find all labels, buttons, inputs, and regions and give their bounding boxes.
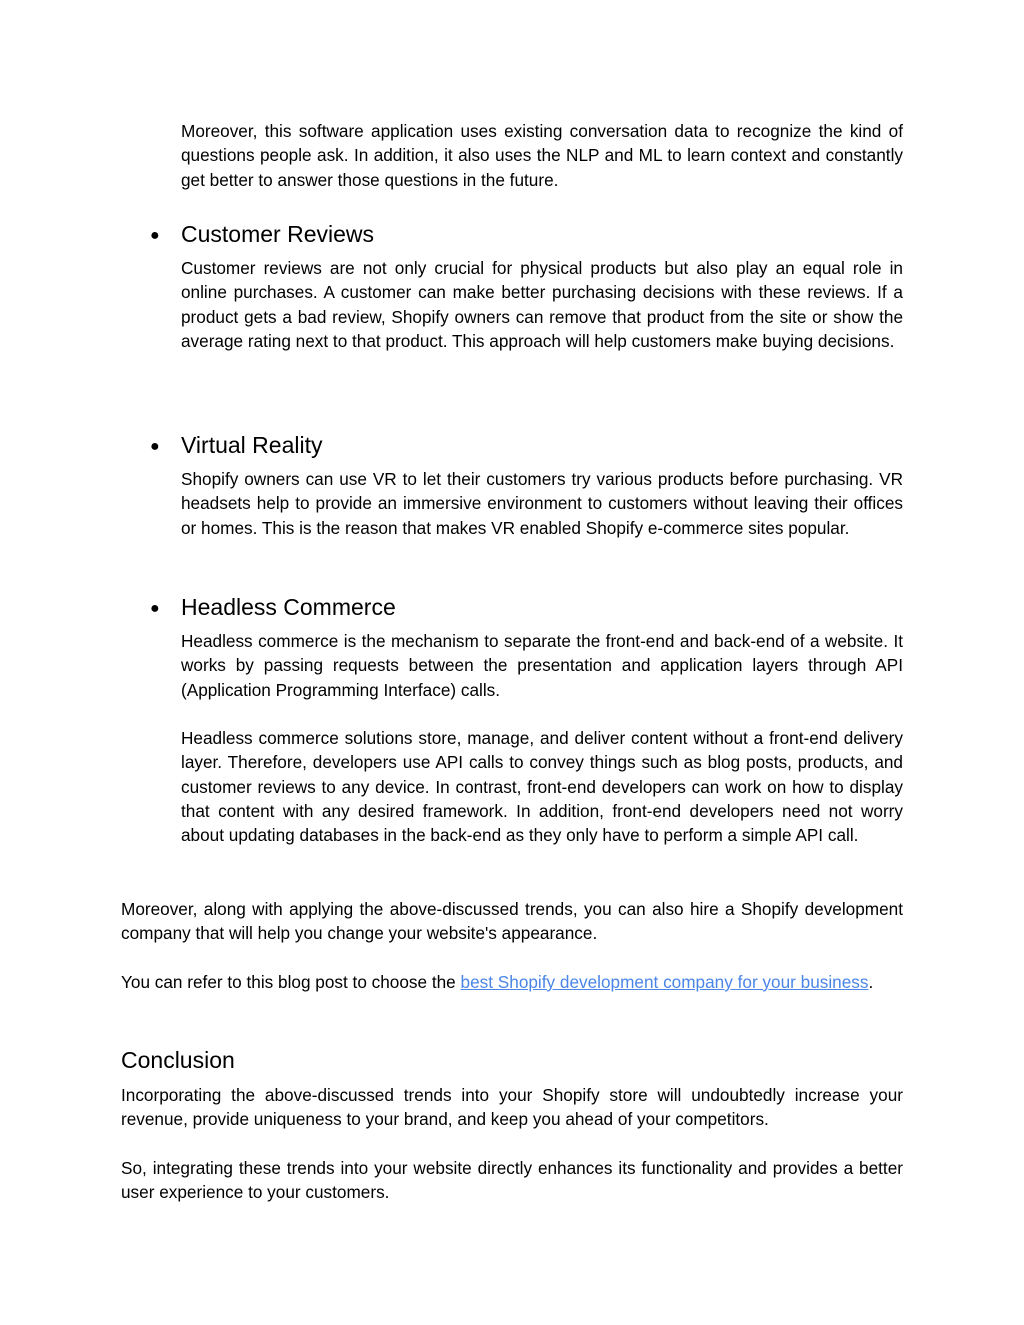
- bullet-heading-customer-reviews: [150, 219, 374, 251]
- conclusion-heading: Conclusion: [121, 1047, 235, 1073]
- headless-commerce-paragraph-1: Headless commerce is the mechanism to separate the front-end and back-end of a website. It works by passing requests between the presentation and application layers through API (Application Programming Interface) calls.: [181, 631, 903, 700]
- refer-paragraph: [121, 970, 903, 994]
- bullet-icon: ●: [150, 600, 160, 617]
- intro-paragraph: Moreover, this software application uses existing conversation data to recognize the kind of questions people ask. In addition, it also uses the NLP and ML to learn context and constantly get better to answer those questions in the future.: [181, 121, 903, 190]
- customer-reviews-paragraph: Customer reviews are not only crucial for physical products but also play an equal role in online purchases. A customer can make better purchasing decisions with these reviews. If a product gets a bad review, Shopify owners can remove that product from the site or show the average rating next to that product. This approach will help customers make buying decisions.: [181, 258, 903, 351]
- headless-commerce-paragraph-2: Headless commerce solutions store, manage, and deliver content without a front-end delivery layer. Therefore, developers use API calls to convey things such as blog posts, products, and customer reviews to any device. In contrast, front-end developers can work on how to display that content with any desired framework. In addition, front-end developers need not worry about updating databases in the back-end as they only have to perform a simple API call.: [181, 728, 903, 846]
- bullet-heading-headless-commerce: [150, 592, 396, 624]
- virtual-reality-paragraph: Shopify owners can use VR to let their customers try various products before purchasing. VR headsets help to provide an immersive environment to customers without leaving their offices or homes. This is the reason that makes VR enabled Shopify e-commerce sites popular.: [181, 469, 903, 538]
- bullet-icon: ●: [150, 438, 160, 455]
- bullet-title: Headless Commerce: [181, 594, 396, 620]
- best-shopify-company-link[interactable]: best Shopify development company for your business: [460, 972, 869, 992]
- conclusion-paragraph-2: So, integrating these trends into your website directly enhances its functionality and provides a better user experience to your customers.: [121, 1158, 903, 1203]
- bullet-heading-virtual-reality: [150, 430, 322, 462]
- bullet-icon: ●: [150, 227, 160, 244]
- refer-suffix: .: [868, 972, 874, 992]
- bullet-title: Virtual Reality: [181, 432, 323, 458]
- conclusion-paragraph-1: Incorporating the above-discussed trends into your Shopify store will undoubtedly increase your revenue, provide uniqueness to your brand, and keep you ahead of your competitors.: [121, 1085, 903, 1130]
- bullet-title: Customer Reviews: [181, 221, 374, 247]
- hire-company-paragraph: Moreover, along with applying the above-discussed trends, you can also hire a Shopify development company that will help you change your website's appearance.: [121, 899, 903, 944]
- refer-prefix: You can refer to this blog post to choose the: [121, 972, 461, 992]
